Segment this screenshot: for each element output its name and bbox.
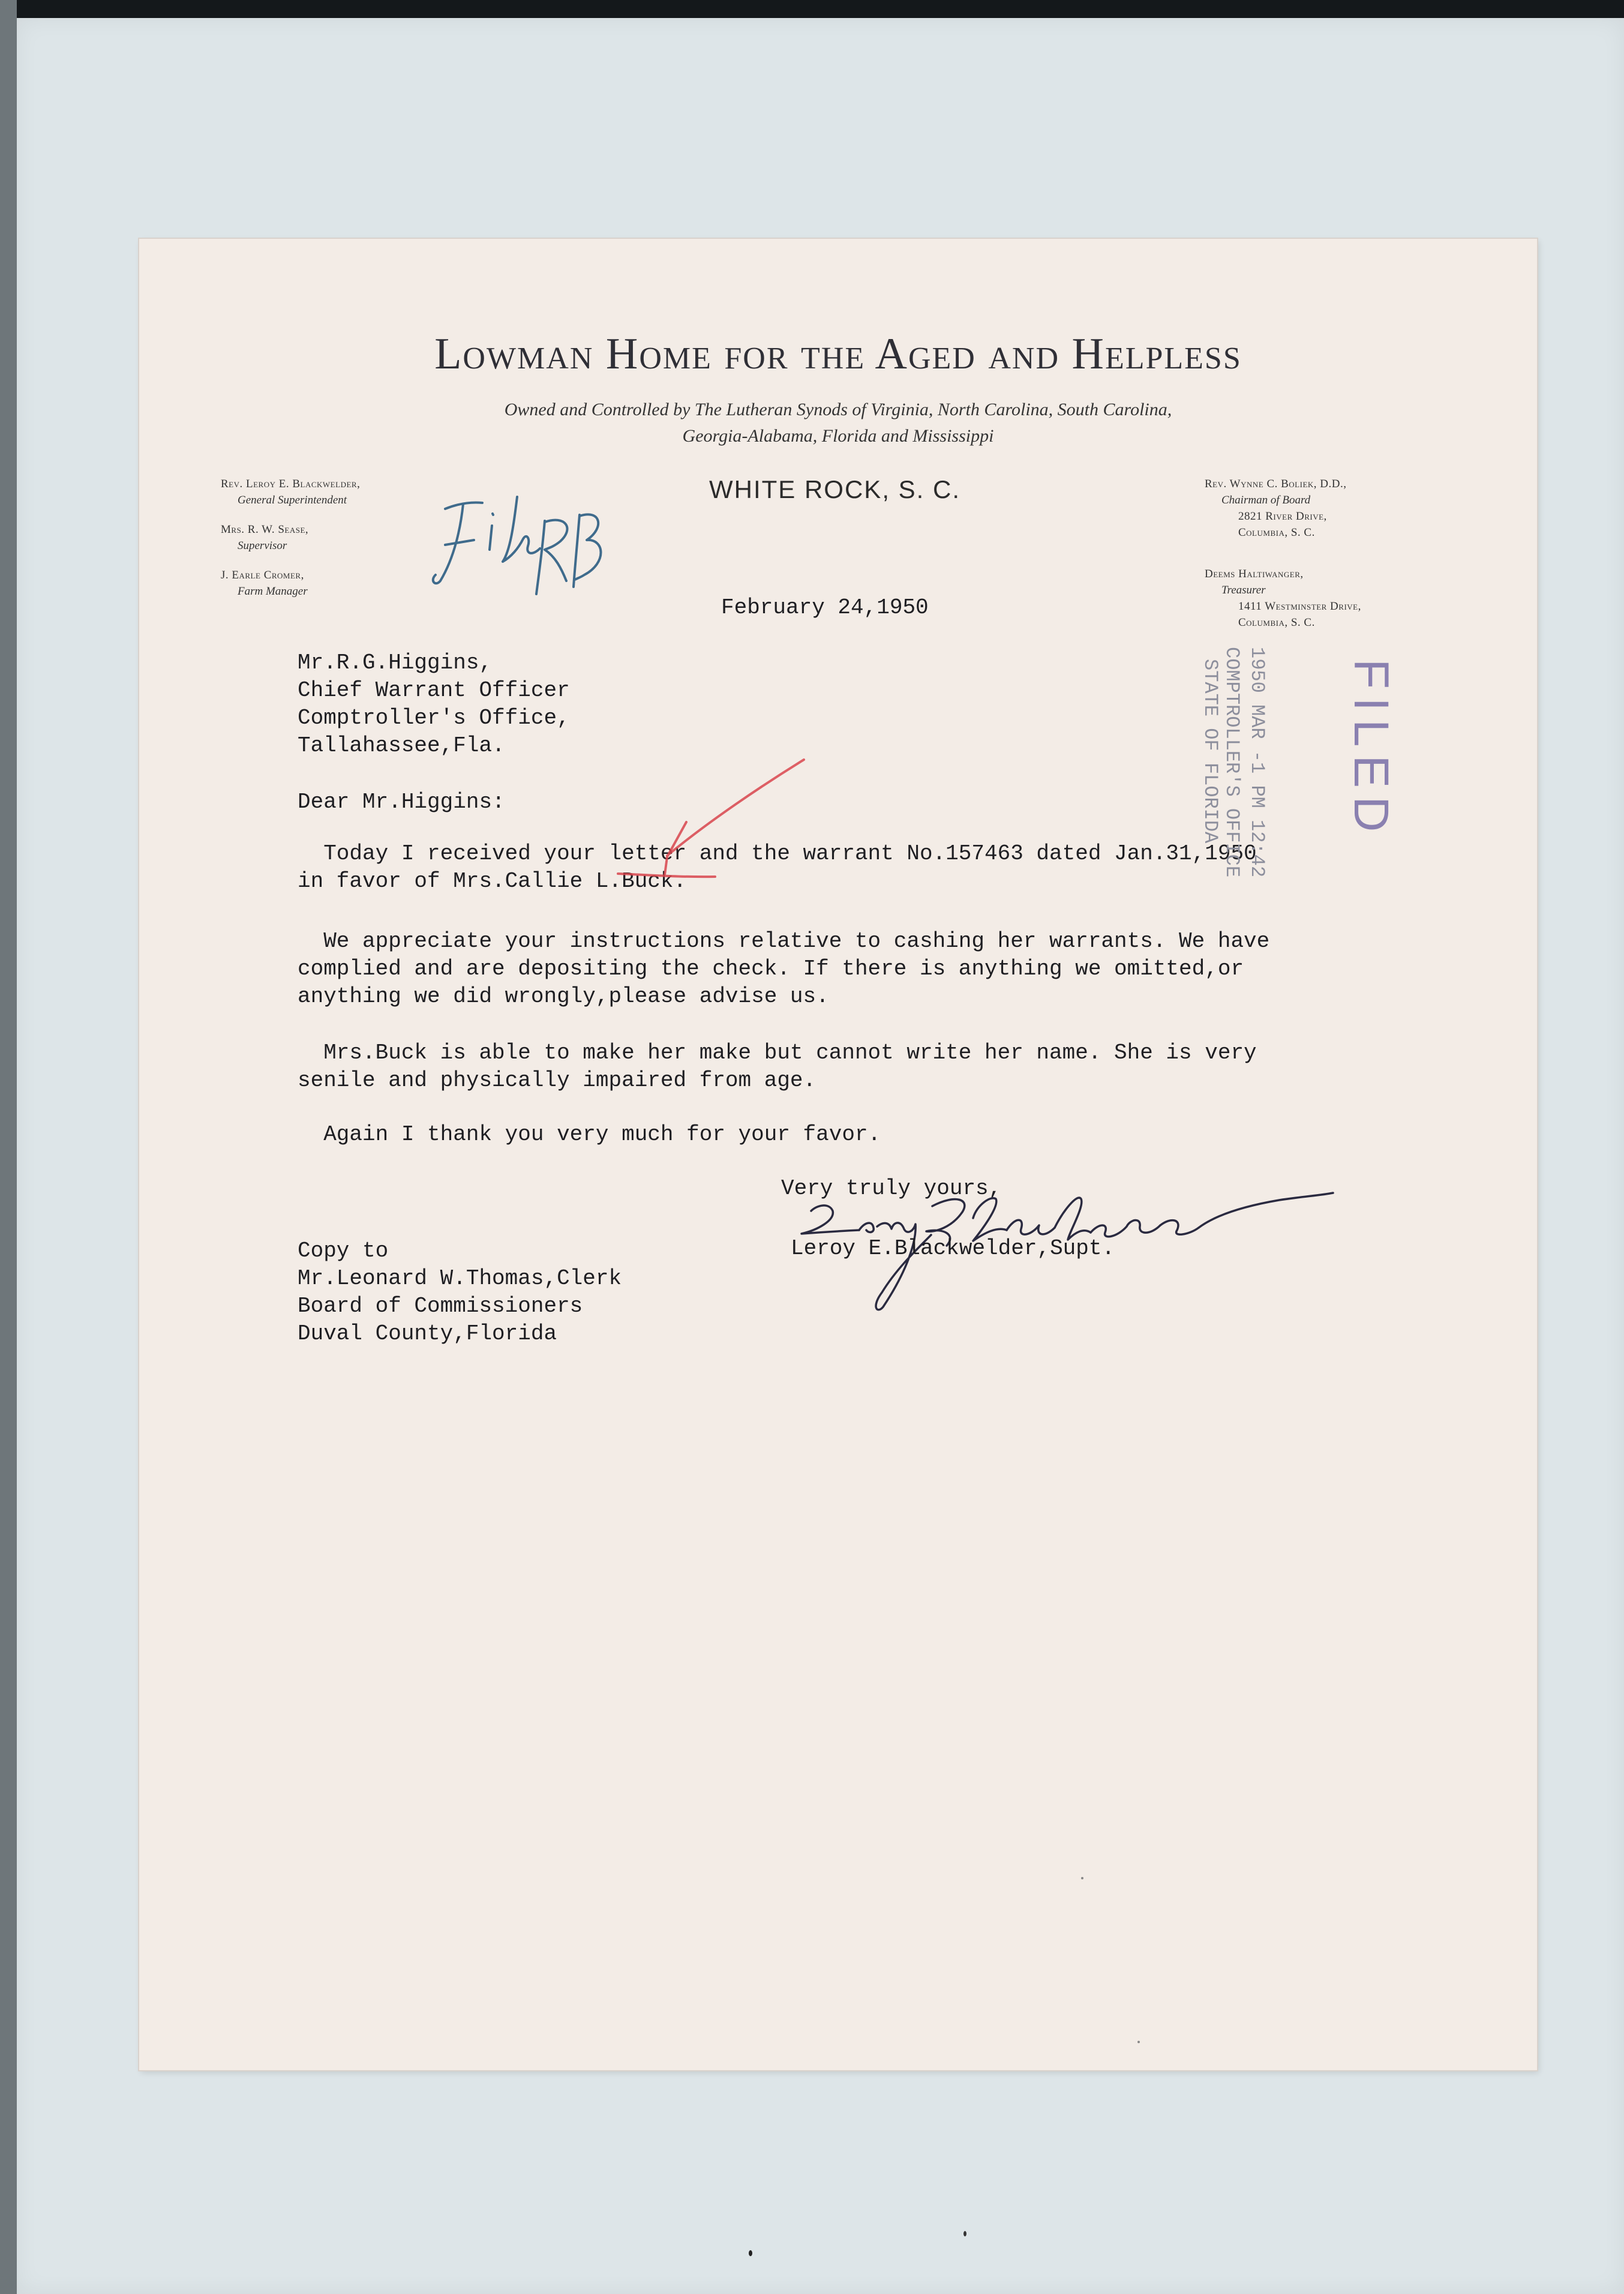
staff-name: Deems Haltiwanger, [1205,568,1304,580]
body-paragraph [298,1039,1257,1094]
filed-stamp: FILED [1344,659,1398,841]
paper-speck [1137,2041,1140,2043]
copy-to-block [298,1237,622,1348]
body-paragraph [298,928,1269,1010]
letterhead-title: Lowman Home for the Aged and Helpless [434,329,1242,379]
recipient-address [298,649,570,760]
salutation: Dear Mr.Higgins: [298,790,505,814]
body-line: Mrs.Buck is able to make her make but cannot write her name. She is very [298,1040,1257,1065]
staff-role: Supervisor [238,539,287,552]
body-line: Again I thank you very much for your favor. [298,1122,881,1147]
copy-to-line: Mr.Leonard W.Thomas,Clerk [298,1266,622,1291]
staff-role: Farm Manager [238,585,308,598]
letterhead-location: WHITE ROCK, S. C. [709,475,961,503]
copy-to-line: Duval County,Florida [298,1321,557,1346]
signature-typed: Leroy E.Blackwelder,Supt. [791,1236,1115,1261]
board-speck [749,2250,752,2256]
red-check-mark [451,755,907,893]
complimentary-close: Very truly yours, [781,1176,1002,1201]
body-line: We appreciate your instructions relative to cashing her warrants. We have [298,929,1270,953]
received-stamp [1102,647,1268,878]
copy-to-line: Board of Commissioners [298,1294,583,1318]
scanner-left-edge [0,0,17,2294]
staff-name: Rev. Leroy E. Blackwelder, [221,478,361,490]
received-stamp-line: STATE OF FLORIDA [1199,659,1221,844]
recipient-line: Chief Warrant Officer [298,678,570,703]
letterhead-subtitle-line1: Owned and Controlled by The Lutheran Synods of Virginia, North Carolina, South Carolina, [504,400,1172,419]
staff-address: Columbia, S. C. [1238,526,1315,539]
staff-address: 1411 Westminster Drive, [1238,600,1361,613]
recipient-line: Tallahassee,Fla. [298,733,505,758]
body-paragraph [298,1121,881,1149]
copy-to-line: Copy to [298,1239,389,1263]
recipient-line: Comptroller's Office, [298,706,570,730]
body-line: anything we did wrongly,please advise us. [298,984,829,1009]
handwritten-file-note [427,491,607,605]
scanner-top-edge [0,0,1624,18]
body-line: Today I received your letter and the warrant No.157463 dated Jan.31,1950 [298,841,1257,866]
staff-role: Chairman of Board [1221,494,1311,506]
staff-name: J. Earle Cromer, [221,569,304,581]
paper-speck [1081,1877,1083,1879]
letter-date: February 24,1950 [721,595,929,620]
paper-speck [963,2231,966,2236]
received-stamp-line: 1950 MAR -1 PM 12:42 [1246,647,1268,878]
recipient-line: Mr.R.G.Higgins, [298,650,493,675]
staff-role: General Superintendent [238,494,347,506]
staff-address: 2821 River Drive, [1238,510,1327,523]
received-stamp-line: COMPTROLLER'S OFFICE [1221,647,1243,878]
letterhead-subtitle-line2: Georgia-Alabama, Florida and Mississippi [682,426,994,446]
body-line: senile and physically impaired from age. [298,1068,816,1093]
staff-address: Columbia, S. C. [1238,616,1315,629]
body-line: in favor of Mrs.Callie L.Buck. [298,869,687,893]
body-line: complied and are depositing the check. If there is anything we omitted,or [298,956,1244,981]
letter-page [139,239,1537,2070]
staff-name: Mrs. R. W. Sease, [221,523,309,536]
staff-role: Treasurer [1221,584,1266,596]
staff-name: Rev. Wynne C. Boliek, D.D., [1205,478,1347,490]
